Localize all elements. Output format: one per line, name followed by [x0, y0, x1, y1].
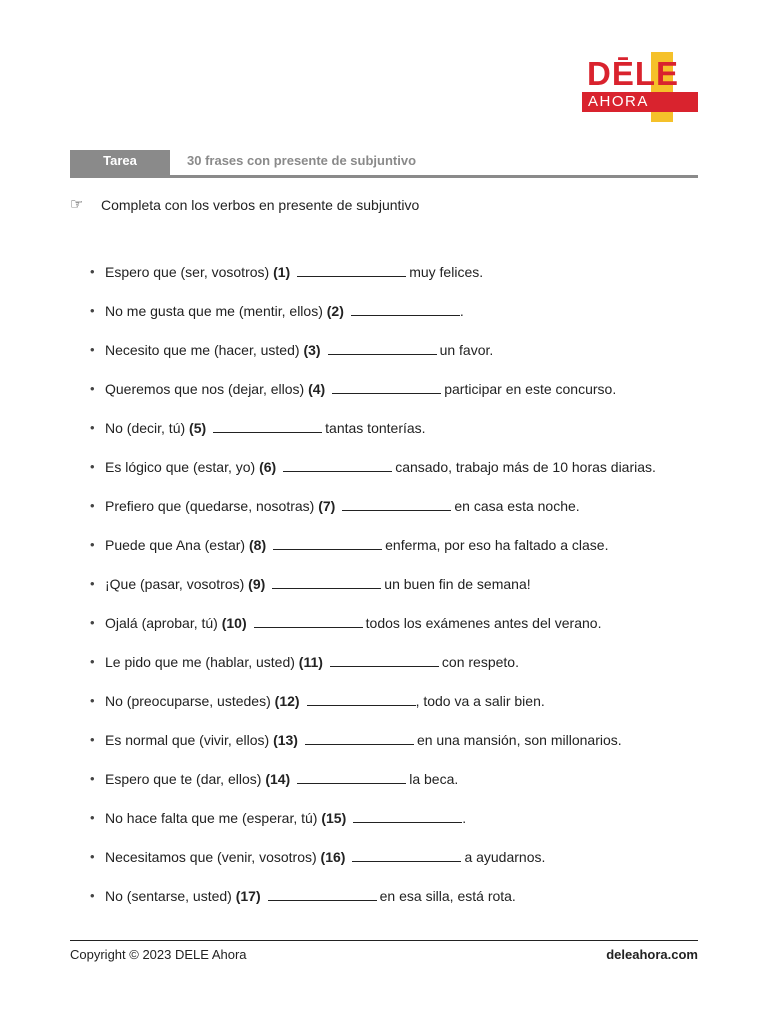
bullet-icon: •	[90, 615, 95, 630]
task-tab-label: Tarea	[70, 150, 170, 176]
sentence-start: Prefiero que (quedarse, nosotras)	[105, 498, 315, 514]
logo-title: DĒLE	[587, 55, 680, 92]
sentence-start: Puede que Ana (estar)	[105, 537, 246, 553]
exercise-item	[0, 613, 768, 652]
logo-subtitle: AHORA	[588, 93, 649, 110]
exercise-sentence	[105, 457, 656, 477]
answer-blank[interactable]	[297, 262, 406, 277]
bullet-icon: •	[90, 888, 95, 903]
answer-blank[interactable]	[332, 379, 441, 394]
bullet-icon: •	[90, 537, 95, 552]
sentence-end: en casa esta noche.	[454, 498, 580, 514]
bullet-icon: •	[90, 849, 95, 864]
sentence-end: todos los exámenes antes del verano.	[365, 615, 602, 631]
pointing-hand-icon: ☞	[70, 196, 84, 213]
exercise-sentence	[105, 808, 466, 828]
exercise-sentence	[105, 496, 580, 516]
answer-blank[interactable]	[272, 574, 381, 589]
answer-blank[interactable]	[342, 496, 451, 511]
sentence-end: .	[462, 810, 467, 826]
exercise-item	[0, 847, 768, 886]
exercise-number: (13)	[273, 732, 298, 748]
header-rule	[70, 175, 698, 178]
answer-blank[interactable]	[352, 847, 461, 862]
bullet-icon: •	[90, 303, 95, 318]
exercise-number: (7)	[318, 498, 336, 514]
exercise-sentence	[105, 340, 493, 360]
answer-blank[interactable]	[283, 457, 392, 472]
sentence-end: muy felices.	[409, 264, 484, 280]
sentence-end: la beca.	[409, 771, 459, 787]
exercise-item	[0, 496, 768, 535]
exercise-item	[0, 262, 768, 301]
exercise-item	[0, 340, 768, 379]
sentence-start: Espero que te (dar, ellos)	[105, 771, 262, 787]
sentence-end: en esa silla, está rota.	[379, 888, 516, 904]
task-header	[70, 150, 698, 179]
answer-blank[interactable]	[351, 301, 460, 316]
bullet-icon: •	[90, 693, 95, 708]
sentence-end: un buen fin de semana!	[384, 576, 531, 592]
site-url: deleahora.com	[606, 947, 698, 962]
exercise-number: (16)	[320, 849, 346, 865]
exercise-sentence	[105, 613, 601, 633]
sentence-start: No me gusta que me (mentir, ellos)	[105, 303, 323, 319]
exercise-item	[0, 691, 768, 730]
exercise-number: (9)	[248, 576, 266, 592]
exercise-number: (5)	[189, 420, 207, 436]
copyright-text: Copyright © 2023 DELE Ahora	[70, 947, 247, 962]
sentence-start: Ojalá (aprobar, tú)	[105, 615, 218, 631]
sentence-start: No (sentarse, usted)	[105, 888, 232, 904]
sentence-start: Necesito que me (hacer, usted)	[105, 342, 300, 358]
sentence-start: No (preocuparse, ustedes)	[105, 693, 271, 709]
sentence-end: un favor.	[439, 342, 494, 358]
sentence-start: Es lógico que (estar, yo)	[105, 459, 256, 475]
exercise-sentence	[105, 886, 516, 906]
exercise-sentence	[105, 769, 458, 789]
exercise-sentence	[105, 574, 531, 594]
exercise-number: (4)	[308, 381, 326, 397]
sentence-start: Queremos que nos (dejar, ellos)	[105, 381, 305, 397]
exercise-sentence	[105, 379, 616, 399]
bullet-icon: •	[90, 342, 95, 357]
sentence-end: en una mansión, son millonarios.	[416, 732, 622, 748]
bullet-icon: •	[90, 732, 95, 747]
sentence-start: Necesitamos que (venir, vosotros)	[105, 849, 317, 865]
answer-blank[interactable]	[353, 808, 462, 823]
sentence-start: ¡Que (pasar, vosotros)	[105, 576, 245, 592]
answer-blank[interactable]	[330, 652, 439, 667]
sentence-end: .	[459, 303, 464, 319]
answer-blank[interactable]	[254, 613, 363, 628]
sentence-start: No hace falta que me (esperar, tú)	[105, 810, 318, 826]
exercise-sentence	[105, 535, 608, 555]
sentence-end: con respeto.	[441, 654, 519, 670]
exercise-number: (14)	[265, 771, 291, 787]
sentence-end: enferma, por eso ha faltado a clase.	[385, 537, 609, 553]
exercise-item	[0, 769, 768, 808]
answer-blank[interactable]	[297, 769, 406, 784]
exercise-number: (12)	[274, 693, 300, 709]
sentence-end: , todo va a salir bien.	[415, 693, 545, 709]
answer-blank[interactable]	[268, 886, 377, 901]
task-title: 30 frases con presente de subjuntivo	[187, 153, 417, 168]
exercise-item	[0, 886, 768, 925]
answer-blank[interactable]	[213, 418, 322, 433]
exercise-number: (15)	[321, 810, 347, 826]
bullet-icon: •	[90, 810, 95, 825]
sentence-end: cansado, trabajo más de 10 horas diarias.	[395, 459, 656, 475]
exercise-sentence	[105, 730, 622, 750]
answer-blank[interactable]	[273, 535, 382, 550]
exercise-number: (10)	[221, 615, 247, 631]
sentence-end: tantas tonterías.	[325, 420, 426, 436]
exercise-number: (11)	[298, 654, 323, 670]
exercise-sentence	[105, 262, 483, 282]
exercise-item	[0, 457, 768, 496]
exercise-sentence	[105, 691, 545, 711]
bullet-icon: •	[90, 498, 95, 513]
bullet-icon: •	[90, 420, 95, 435]
exercise-item	[0, 652, 768, 691]
exercise-item	[0, 808, 768, 847]
exercise-number: (2)	[326, 303, 344, 319]
exercise-item	[0, 574, 768, 613]
bullet-icon: •	[90, 654, 95, 669]
exercise-sentence	[105, 847, 545, 867]
exercise-sentence	[105, 301, 464, 321]
exercise-number: (6)	[259, 459, 277, 475]
sentence-start: No (decir, tú)	[105, 420, 186, 436]
sentence-start: Espero que (ser, vosotros)	[105, 264, 270, 280]
footer-rule	[70, 940, 698, 941]
bullet-icon: •	[90, 459, 95, 474]
exercise-number: (8)	[249, 537, 267, 553]
exercise-list	[0, 262, 768, 925]
sentence-end: a ayudarnos.	[464, 849, 546, 865]
exercise-item	[0, 379, 768, 418]
answer-blank[interactable]	[307, 691, 416, 706]
instruction-text: Completa con los verbos en presente de subjuntivo	[101, 197, 420, 213]
sentence-start: Le pido que me (hablar, usted)	[105, 654, 295, 670]
exercise-item	[0, 730, 768, 769]
exercise-sentence	[105, 652, 519, 672]
exercise-number: (1)	[273, 264, 291, 280]
bullet-icon: •	[90, 381, 95, 396]
bullet-icon: •	[90, 771, 95, 786]
sentence-end: participar en este concurso.	[444, 381, 617, 397]
sentence-start: Es normal que (vivir, ellos)	[105, 732, 270, 748]
exercise-sentence	[105, 418, 426, 438]
bullet-icon: •	[90, 264, 95, 279]
answer-blank[interactable]	[305, 730, 414, 745]
exercise-item	[0, 301, 768, 340]
bullet-icon: •	[90, 576, 95, 591]
answer-blank[interactable]	[328, 340, 437, 355]
exercise-item	[0, 418, 768, 457]
dele-ahora-logo	[582, 52, 698, 122]
exercise-number: (3)	[303, 342, 321, 358]
exercise-item	[0, 535, 768, 574]
exercise-number: (17)	[235, 888, 261, 904]
